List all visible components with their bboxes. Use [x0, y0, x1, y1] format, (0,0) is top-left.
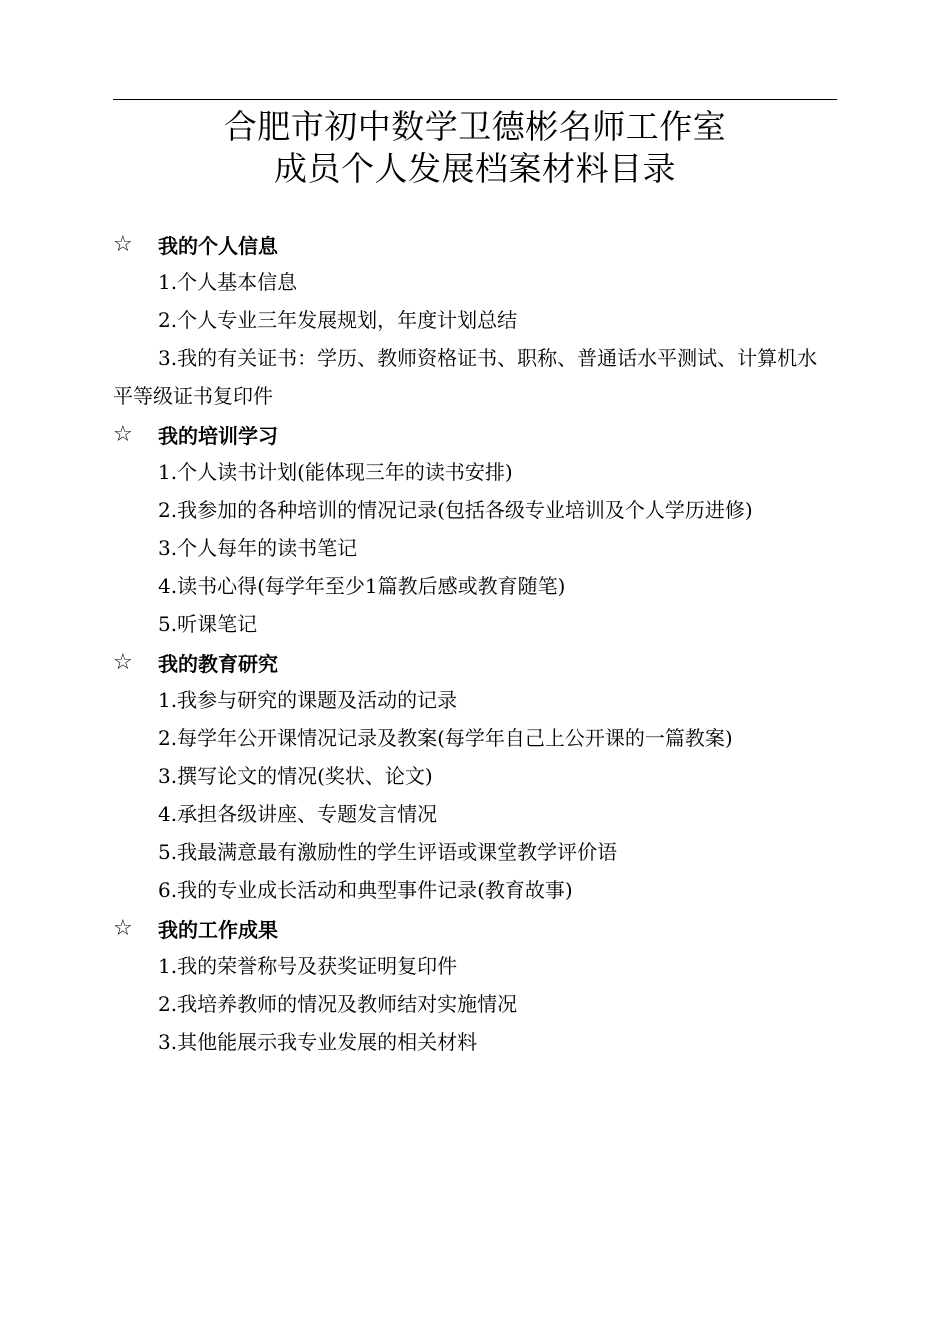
section-title: 我的个人信息	[158, 233, 278, 258]
section-title: 我的教育研究	[158, 651, 278, 676]
list-item: 1.个人基本信息	[158, 270, 298, 294]
section-title: 我的工作成果	[158, 917, 278, 942]
list-item: 2.个人专业三年发展规划，年度计划总结	[158, 308, 518, 332]
title-line-1: 合肥市初中数学卫德彬名师工作室	[223, 107, 727, 146]
star-icon: ☆	[113, 421, 133, 447]
star-icon: ☆	[113, 231, 133, 257]
list-item: 5.听课笔记	[158, 612, 258, 636]
title-line-2: 成员个人发展档案材料目录	[274, 149, 676, 188]
section-training	[113, 415, 837, 643]
list-item: 3.个人每年的读书笔记	[158, 536, 358, 560]
list-item: 3.撰写论文的情况(奖状、论文)	[158, 764, 433, 788]
section-personal-info	[113, 225, 837, 415]
list-item: 2.每学年公开课情况记录及教案(每学年自己上公开课的一篇教案)	[158, 726, 733, 750]
list-item: 1.我参与研究的课题及活动的记录	[158, 688, 458, 712]
list-item: 1.我的荣誉称号及获奖证明复印件	[158, 954, 458, 978]
header-rule	[113, 99, 837, 100]
section-heading	[113, 225, 837, 263]
list-item: 2.我培养教师的情况及教师结对实施情况	[158, 992, 518, 1016]
star-icon: ☆	[113, 649, 133, 675]
list-item: 3.其他能展示我专业发展的相关材料	[158, 1030, 478, 1054]
document-page	[113, 99, 837, 1061]
section-heading	[113, 415, 837, 453]
document-title	[113, 106, 837, 190]
star-icon: ☆	[113, 915, 133, 941]
list-item: 6.我的专业成长活动和典型事件记录(教育故事)	[158, 878, 573, 902]
section-heading	[113, 909, 837, 947]
section-heading	[113, 643, 837, 681]
table-of-contents	[113, 225, 837, 1061]
section-research	[113, 643, 837, 909]
section-achievements	[113, 909, 837, 1061]
list-item: 4.承担各级讲座、专题发言情况	[158, 802, 438, 826]
list-item: 3.我的有关证书：学历、教师资格证书、职称、普通话水平测试、计算机水平等级证书复印件	[113, 346, 818, 408]
list-item: 2.我参加的各种培训的情况记录(包括各级专业培训及个人学历进修)	[158, 498, 753, 522]
list-item: 1.个人读书计划(能体现三年的读书安排)	[158, 460, 513, 484]
section-title: 我的培训学习	[158, 423, 278, 448]
list-item: 4.读书心得(每学年至少1篇教后感或教育随笔)	[158, 574, 566, 598]
list-item: 5.我最满意最有激励性的学生评语或课堂教学评价语	[158, 840, 618, 864]
